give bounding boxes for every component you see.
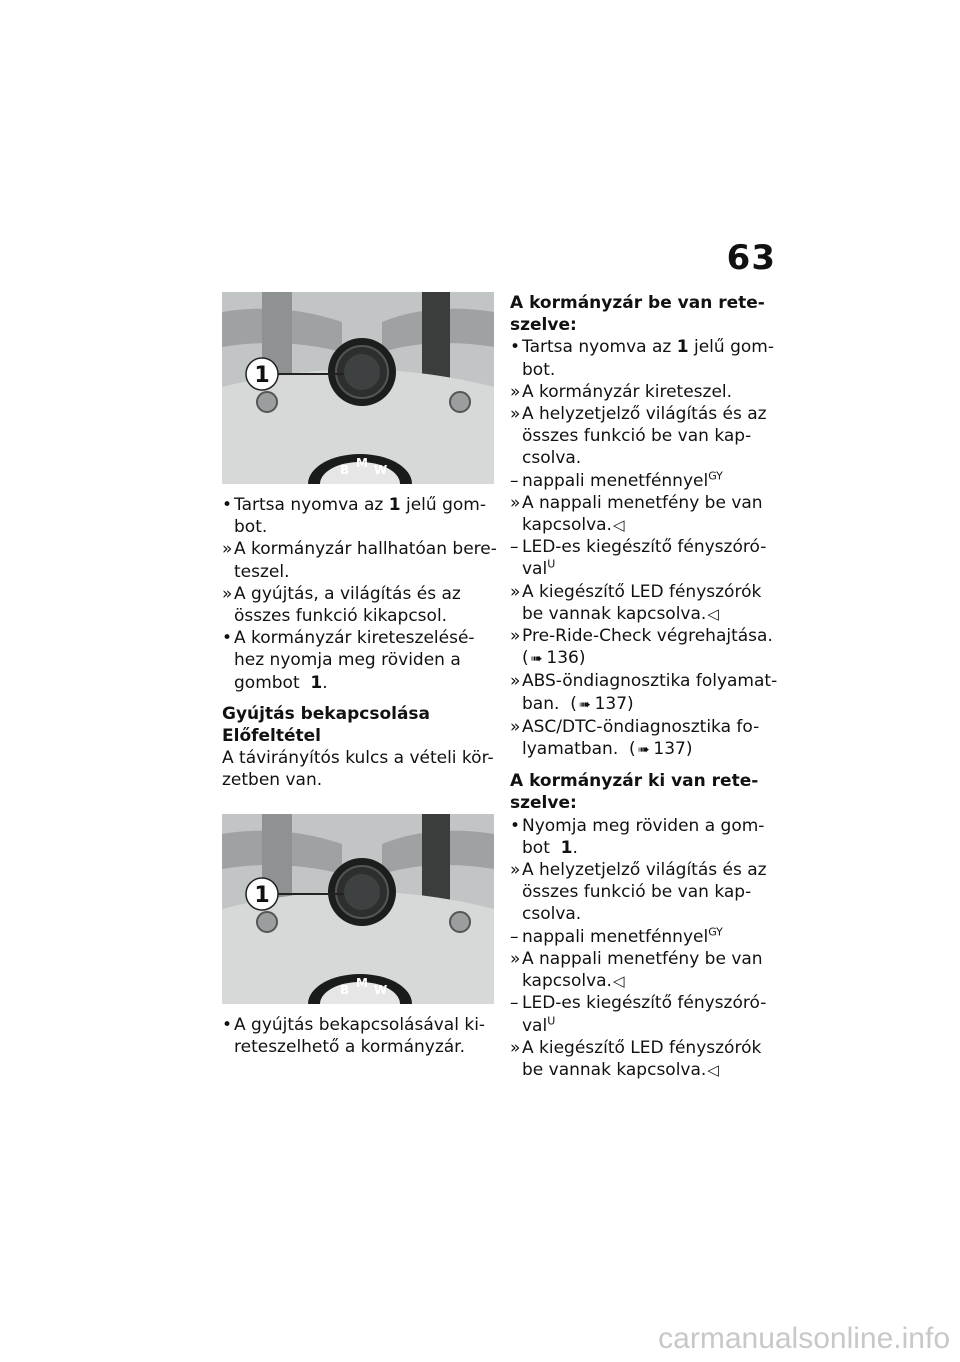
list-item: » A gyújtás, a világítás és az	[222, 583, 461, 604]
end-of-section-icon: ◁	[707, 1060, 719, 1079]
prereq-text: zetben van.	[222, 770, 323, 791]
list-item: » A nappali menetfény be van	[510, 492, 763, 513]
result-icon: »	[510, 860, 521, 881]
ignition-button-photo	[222, 814, 494, 1004]
option-item: – nappali menetfénnyel$^{GY}$	[510, 925, 723, 947]
option-item: – LED-es kiegészítő fényszóró-	[510, 537, 767, 558]
list-item-cont: csolva.	[522, 904, 582, 925]
list-item-cont: összes funkció kikapcsol.	[234, 606, 448, 627]
result-icon: »	[510, 671, 521, 692]
list-item: » ABS-öndiagnosztika folyamat-	[510, 671, 778, 692]
end-of-section-icon: ◁	[612, 972, 625, 991]
page-reference[interactable]: ( ➠ 137)	[629, 739, 692, 759]
section-heading-locked: A kormányzár be van rete-	[510, 293, 765, 313]
list-item-cont: be vannak kapcsolva.◁	[522, 603, 719, 624]
list-item-cont: teszel.	[234, 561, 290, 582]
callout-label: 1	[254, 882, 270, 908]
section-heading-locked-cont: szelve:	[510, 315, 577, 336]
option-dash: –	[510, 993, 519, 1014]
logo-letter: M	[356, 975, 368, 990]
option-item: – LED-es kiegészítő fényszóró-	[510, 993, 767, 1014]
list-item: • A gyújtás bekapcsolásával ki-	[222, 1014, 486, 1035]
list-item: » A kormányzár hallhatóan bere-	[222, 539, 497, 560]
right-column	[510, 292, 778, 1081]
locked-steps	[510, 336, 778, 761]
end-of-section-icon: ◁	[612, 516, 625, 535]
list-item-cont: bot.	[522, 359, 556, 380]
list-item-cont: val$^U$	[522, 1013, 556, 1036]
page-ref-arrow-icon: ➠	[530, 651, 543, 668]
logo-letter: B	[340, 463, 350, 477]
result-icon: »	[222, 583, 233, 604]
result-icon: »	[222, 539, 233, 560]
list-item-cont: kapcsolva.◁	[522, 515, 625, 536]
option-code: GY	[708, 925, 723, 939]
ref-number: 1	[560, 837, 573, 858]
list-item: » A kiegészítő LED fényszórók	[510, 1037, 762, 1058]
list-item: » A kormányzár kireteszel.	[510, 381, 733, 402]
list-item: » Pre-Ride-Check végrehajtása.	[510, 626, 773, 647]
result-icon: »	[510, 492, 521, 513]
bullet-icon: •	[222, 628, 233, 649]
ignition-button-photo	[222, 292, 494, 484]
list-item-cont: lyamatban. ( ➠ 137)	[510, 738, 775, 761]
list-item-cont: kapcsolva.◁	[522, 971, 625, 992]
page-reference[interactable]: ( ➠ 136)	[510, 647, 775, 670]
section-heading-ignition: Gyújtás bekapcsolása	[222, 703, 431, 724]
ref-number: 1	[388, 495, 401, 515]
page-number: 63	[726, 238, 776, 278]
logo-letter: B	[340, 982, 350, 997]
option-code: GY	[708, 468, 723, 482]
section-heading-prereq: Előfeltétel	[222, 726, 322, 747]
left-column	[222, 292, 497, 1058]
list-item: • Tartsa nyomva az 1 jelű gom-	[222, 495, 486, 515]
bullet-icon: •	[510, 815, 521, 836]
ref-number: 1	[310, 672, 323, 693]
unlocked-steps	[510, 815, 775, 1081]
list-item: » A helyzetjelző világítás és az	[510, 404, 767, 425]
result-icon: »	[510, 948, 521, 969]
list-item: • Tartsa nyomva az 1 jelű gom-	[510, 337, 774, 358]
section-heading-unlocked-cont: szelve:	[510, 793, 577, 814]
list-item-cont: be vannak kapcsolva.◁	[522, 1059, 719, 1080]
logo-letter: W	[374, 463, 388, 477]
list-item-cont: gombot 1.	[234, 672, 328, 693]
result-icon: »	[510, 404, 521, 425]
list-item-cont: összes funkció be van kap-	[522, 426, 752, 447]
ref-number: 1	[676, 337, 689, 358]
handlebar-illustration	[222, 292, 494, 484]
watermark: carmanualsonline.info	[658, 1322, 950, 1355]
list-item: » A kiegészítő LED fényszórók	[510, 581, 762, 602]
result-icon: »	[510, 626, 521, 647]
result-icon: »	[510, 716, 521, 737]
page-reference[interactable]: ( ➠ 137)	[570, 694, 633, 714]
logo-letter: W	[374, 982, 388, 997]
section-heading-unlocked: A kormányzár ki van rete-	[510, 771, 759, 792]
option-dash: –	[510, 537, 519, 558]
page-ref-arrow-icon: ➠	[578, 696, 591, 713]
callout-label: 1	[254, 363, 270, 388]
prereq-text: A távirányítós kulcs a vételi kör-	[222, 748, 494, 769]
logo-letter: M	[356, 456, 368, 470]
list-item-cont: bot.	[234, 517, 268, 538]
option-dash: –	[510, 470, 519, 491]
option-item: – nappali menetfénnyel$^{GY}$	[510, 468, 723, 491]
list-item-cont: reteszelhető a kormányzár.	[234, 1036, 466, 1057]
handlebar-illustration	[222, 814, 494, 1004]
end-of-section-icon: ◁	[707, 604, 719, 623]
page-ref-arrow-icon: ➠	[637, 742, 650, 759]
list-item-cont: ban. ( ➠ 137)	[510, 693, 775, 716]
list-item-cont: összes funkció be van kap-	[522, 882, 752, 903]
list-item: » A helyzetjelző világítás és az	[510, 860, 767, 881]
list-item: • Nyomja meg röviden a gom-	[510, 815, 765, 836]
option-dash: –	[510, 926, 519, 947]
option-code: U	[547, 557, 556, 571]
list-item: » A nappali menetfény be van	[510, 948, 763, 969]
list-item: • A kormányzár kireteszelésé-	[222, 628, 475, 649]
result-icon: »	[510, 381, 521, 402]
option-code: U	[547, 1013, 556, 1027]
list-item: » ASC/DTC-öndiagnosztika fo-	[510, 716, 760, 737]
list-item-cont: val$^U$	[522, 557, 556, 580]
bullet-icon: •	[510, 337, 521, 358]
lock-steps	[222, 494, 497, 694]
list-item-cont: hez nyomja meg röviden a	[234, 650, 461, 671]
list-item-cont: bot 1.	[522, 837, 578, 858]
ignition-steps	[222, 1014, 494, 1058]
result-icon: »	[510, 1037, 521, 1058]
bullet-icon: •	[222, 495, 233, 515]
list-item-cont: csolva.	[522, 448, 582, 469]
result-icon: »	[510, 581, 521, 602]
bullet-icon: •	[222, 1014, 233, 1035]
